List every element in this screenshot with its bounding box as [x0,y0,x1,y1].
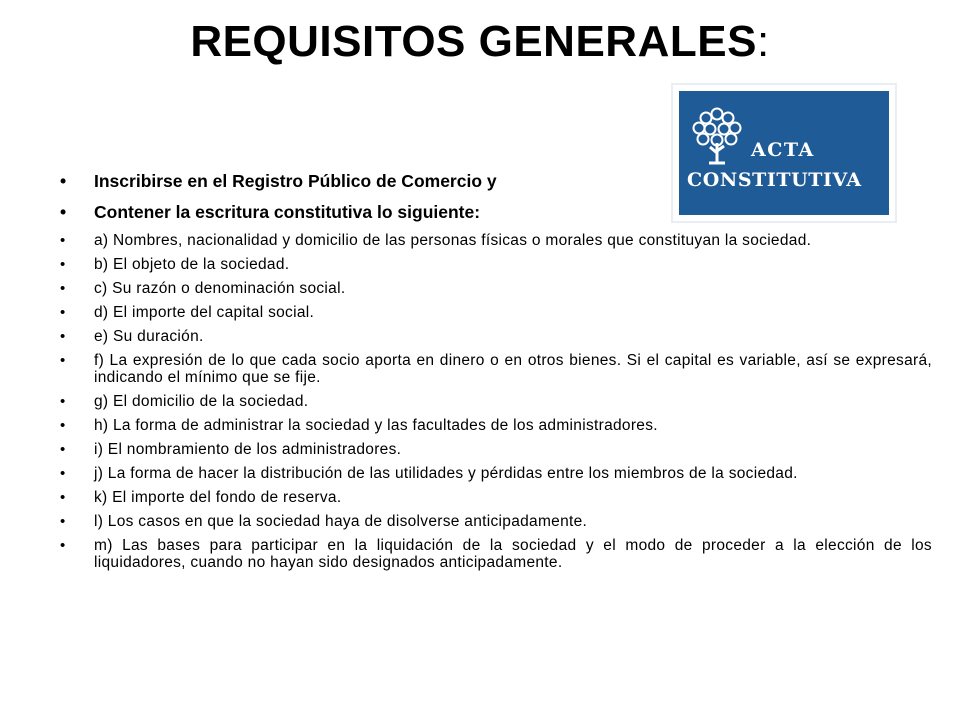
requirement-text: h) La forma de administrar la sociedad y las facultades de los administradores. [94,417,658,434]
requirement-item [60,537,932,571]
requirement-item [60,441,932,458]
requirement-text: j) La forma de hacer la distribución de las utilidades y pérdidas entre los miembros de la sociedad. [94,465,798,482]
bullet-icon: • [60,513,66,530]
main-point [60,201,654,223]
requirement-text: k) El importe del fondo de reserva. [94,489,342,506]
requirement-item [60,393,932,410]
requirement-item [60,232,932,249]
slide-title-text: REQUISITOS GENERALES [190,17,757,66]
bullet-icon: • [60,202,67,222]
requirement-item [60,489,932,506]
bullet-icon: • [60,256,66,273]
requirement-text: b) El objeto de la sociedad. [94,256,290,273]
requirement-text: a) Nombres, nacionalidad y domicilio de las personas físicas o morales que constituyan la sociedad. [94,232,812,249]
requirements-list [60,232,932,571]
requirement-item [60,328,932,345]
bullet-icon: • [60,304,66,321]
requirement-item [60,352,932,386]
bullet-icon: • [60,537,66,554]
logo-text-constitutiva: CONSTITUTIVA [687,169,862,191]
bullet-icon: • [60,465,66,482]
requirement-text: c) Su razón o denominación social. [94,280,346,297]
requirement-text: m) Las bases para participar en la liquidación de la sociedad y el modo de proceder a la elección de los liquidadores, cuando no hayan sido designados anticipadamente. [94,537,932,571]
requirement-item [60,280,932,297]
bullet-icon: • [60,417,66,434]
requirement-item [60,465,932,482]
bullet-icon: • [60,441,66,458]
main-point-text: Inscribirse en el Registro Público de Comercio y [94,171,497,191]
requirement-item [60,417,932,434]
requirement-text: e) Su duración. [94,328,204,345]
slide-content [60,170,932,578]
bullet-icon: • [60,232,66,249]
requirement-text: i) El nombramiento de los administradores. [94,441,402,458]
main-points-list [60,170,932,223]
bullet-icon: • [60,352,66,369]
requirement-item [60,513,932,530]
bullet-icon: • [60,489,66,506]
logo-text-acta: ACTA [751,139,815,161]
slide-title-colon: : [756,17,770,66]
bullet-icon: • [60,171,67,191]
main-point [60,170,654,192]
requirement-item [60,304,932,321]
tree-icon [691,105,743,167]
requirement-text: f) La expresión de lo que cada socio aporta en dinero o en otros bienes. Si el capital es variable, así se expresará, indicando el mínimo que se fije. [94,352,932,386]
requirement-text: g) El domicilio de la sociedad. [94,393,309,410]
bullet-icon: • [60,393,66,410]
requirement-text: d) El importe del capital social. [94,304,315,321]
bullet-icon: • [60,328,66,345]
main-point-text: Contener la escritura constitutiva lo siguiente: [94,202,481,222]
slide-title [0,14,960,70]
requirement-item [60,256,932,273]
bullet-icon: • [60,280,66,297]
requirement-text: l) Los casos en que la sociedad haya de disolverse anticipadamente. [94,513,588,530]
